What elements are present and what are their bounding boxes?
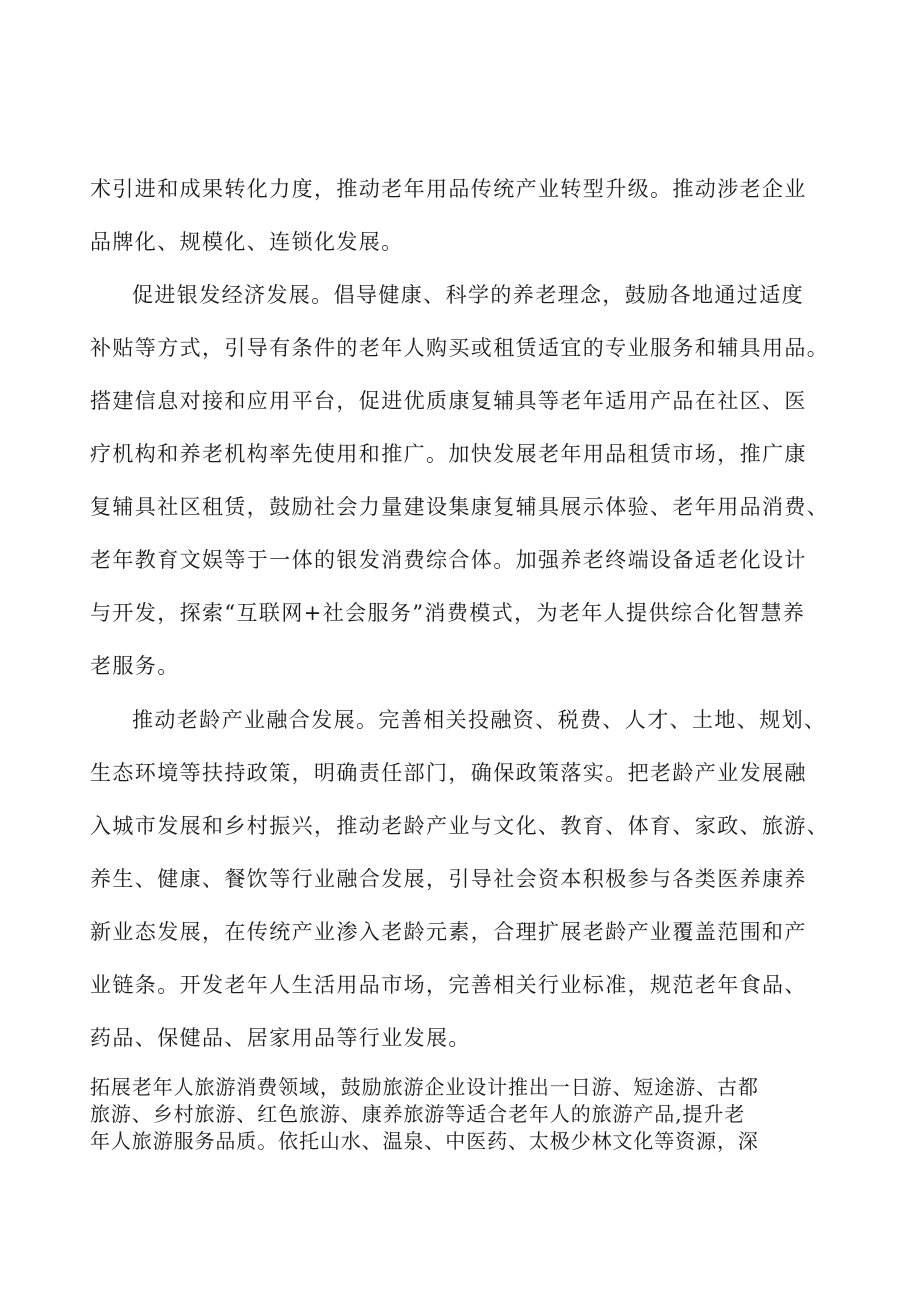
text-line: 年人旅游服务品质。依托山水、温泉、中医药、太极少林文化等资源，深 xyxy=(90,1129,759,1153)
text-line: 新业态发展，在传统产业渗入老龄元素，合理扩展老龄产业覆盖范围和产 xyxy=(90,920,807,944)
text-line: 补贴等方式，引导有条件的老年人购买或租赁适宜的专业服务和辅具用品。 xyxy=(90,336,830,360)
text-line: 旅游、乡村旅游、红色旅游、康养旅游等适合老年人的旅游产品,提升老 xyxy=(90,1102,746,1126)
text-line: 复辅具社区租赁，鼓励社会力量建设集康复辅具展示体验、老年用品消费、 xyxy=(90,495,830,519)
text-line: 老年教育文娱等于一体的银发消费综合体。加强养老终端设备适老化设计 xyxy=(90,548,807,572)
text-line: 养生、健康、餐饮等行业融合发展，引导社会资本积极参与各类医养康养 xyxy=(90,867,807,891)
text-line: 疗机构和养老机构率先使用和推广。加快发展老年用品租赁市场，推广康 xyxy=(90,442,807,466)
text-line: 与开发，探索“互联网+社会服务”消费模式，为老年人提供综合化智慧养 xyxy=(90,601,806,625)
text-line: 搭建信息对接和应用平台，促进优质康复辅具等老年适用产品在社区、医 xyxy=(90,389,807,413)
text-line: 药品、保健品、居家用品等行业发展。 xyxy=(90,1026,471,1050)
text-line: 入城市发展和乡村振兴，推动老龄产业与文化、教育、体育、家政、旅游、 xyxy=(90,814,830,838)
text-line: 业链条。开发老年人生活用品市场，完善相关行业标准，规范老年食品、 xyxy=(90,973,807,997)
text-line: 促进银发经济发展。倡导健康、科学的养老理念，鼓励各地通过适度 xyxy=(132,283,804,307)
text-line: 术引进和成果转化力度，推动老年用品传统产业转型升级。推动涉老企业 xyxy=(90,177,807,201)
text-line: 品牌化、规模化、连锁化发展。 xyxy=(90,230,404,254)
text-line: 生态环境等扶持政策，明确责任部门，确保政策落实。把老龄产业发展融 xyxy=(90,761,807,785)
text-line: 老服务。 xyxy=(90,654,180,678)
text-line: 推动老龄产业融合发展。完善相关投融资、税费、人才、土地、规划、 xyxy=(132,708,827,732)
text-line: 拓展老年人旅游消费领域，鼓励旅游企业设计推出一日游、短途游、古都 xyxy=(90,1075,759,1099)
